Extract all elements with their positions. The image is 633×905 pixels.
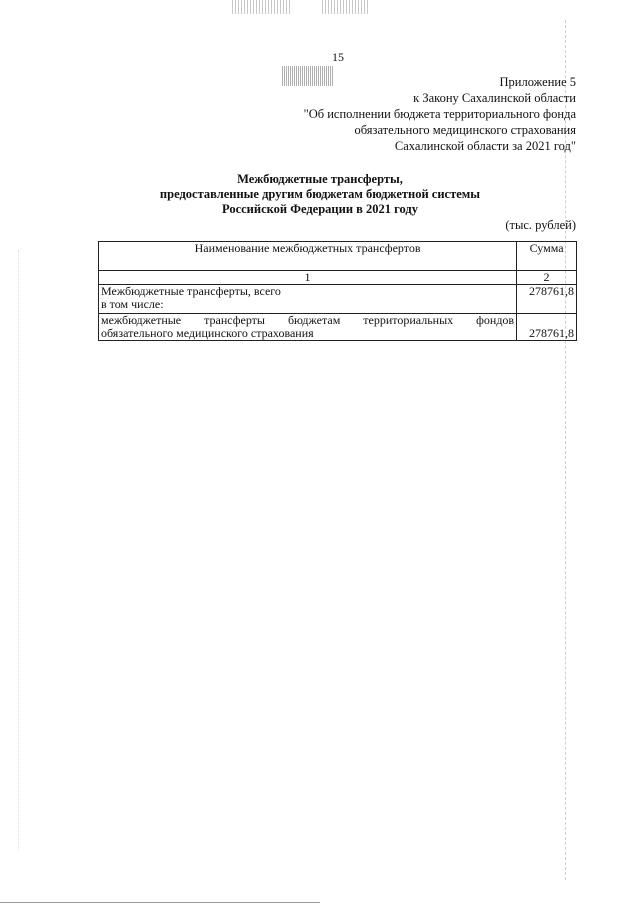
scan-bottom-line xyxy=(0,902,320,903)
scan-edge-line xyxy=(18,250,20,850)
row-sum-cell: 278761,8 xyxy=(517,314,577,341)
row-name-line: Межбюджетные трансферты, всего xyxy=(101,284,281,298)
header-sum: Сумма xyxy=(517,242,577,271)
transfers-table xyxy=(98,241,577,341)
row-name-line: в том числе: xyxy=(101,297,164,311)
column-number-name: 1 xyxy=(99,271,517,285)
column-number-row xyxy=(99,271,577,285)
header-name: Наименование межбюджетных трансфертов xyxy=(99,242,517,271)
row-name-line: обязательного медицинского страхования xyxy=(101,326,314,340)
table-header-row xyxy=(99,242,577,271)
appendix-header xyxy=(236,74,576,154)
row-name-cell xyxy=(99,285,517,314)
appendix-line: "Об исполнении бюджета территориального фонда xyxy=(303,107,576,121)
title-line: предоставленные другим бюджетам бюджетной системы xyxy=(159,187,481,201)
title-line: Российской Федерации в 2021 году xyxy=(222,202,418,216)
page-number: 15 xyxy=(332,50,344,64)
appendix-line: Сахалинской области за 2021 год" xyxy=(394,139,576,153)
row-sum-cell: 278761,8 xyxy=(517,285,577,314)
table-row xyxy=(99,314,577,341)
units-label: (тыс. рублей) xyxy=(505,218,576,232)
appendix-line: обязательного медицинского страхования xyxy=(354,123,576,137)
table-row xyxy=(99,285,577,314)
row-name-cell xyxy=(99,314,517,341)
scan-artifact xyxy=(232,0,292,14)
column-number-sum: 2 xyxy=(517,271,577,285)
document-title xyxy=(130,172,510,217)
row-name-line: межбюджетные трансферты бюджетам территориальных фондов xyxy=(101,313,515,327)
title-line: Межбюджетные трансферты, xyxy=(237,172,403,186)
appendix-line: к Закону Сахалинской области xyxy=(413,91,576,105)
appendix-line: Приложение 5 xyxy=(499,75,576,89)
scan-artifact xyxy=(322,0,370,14)
